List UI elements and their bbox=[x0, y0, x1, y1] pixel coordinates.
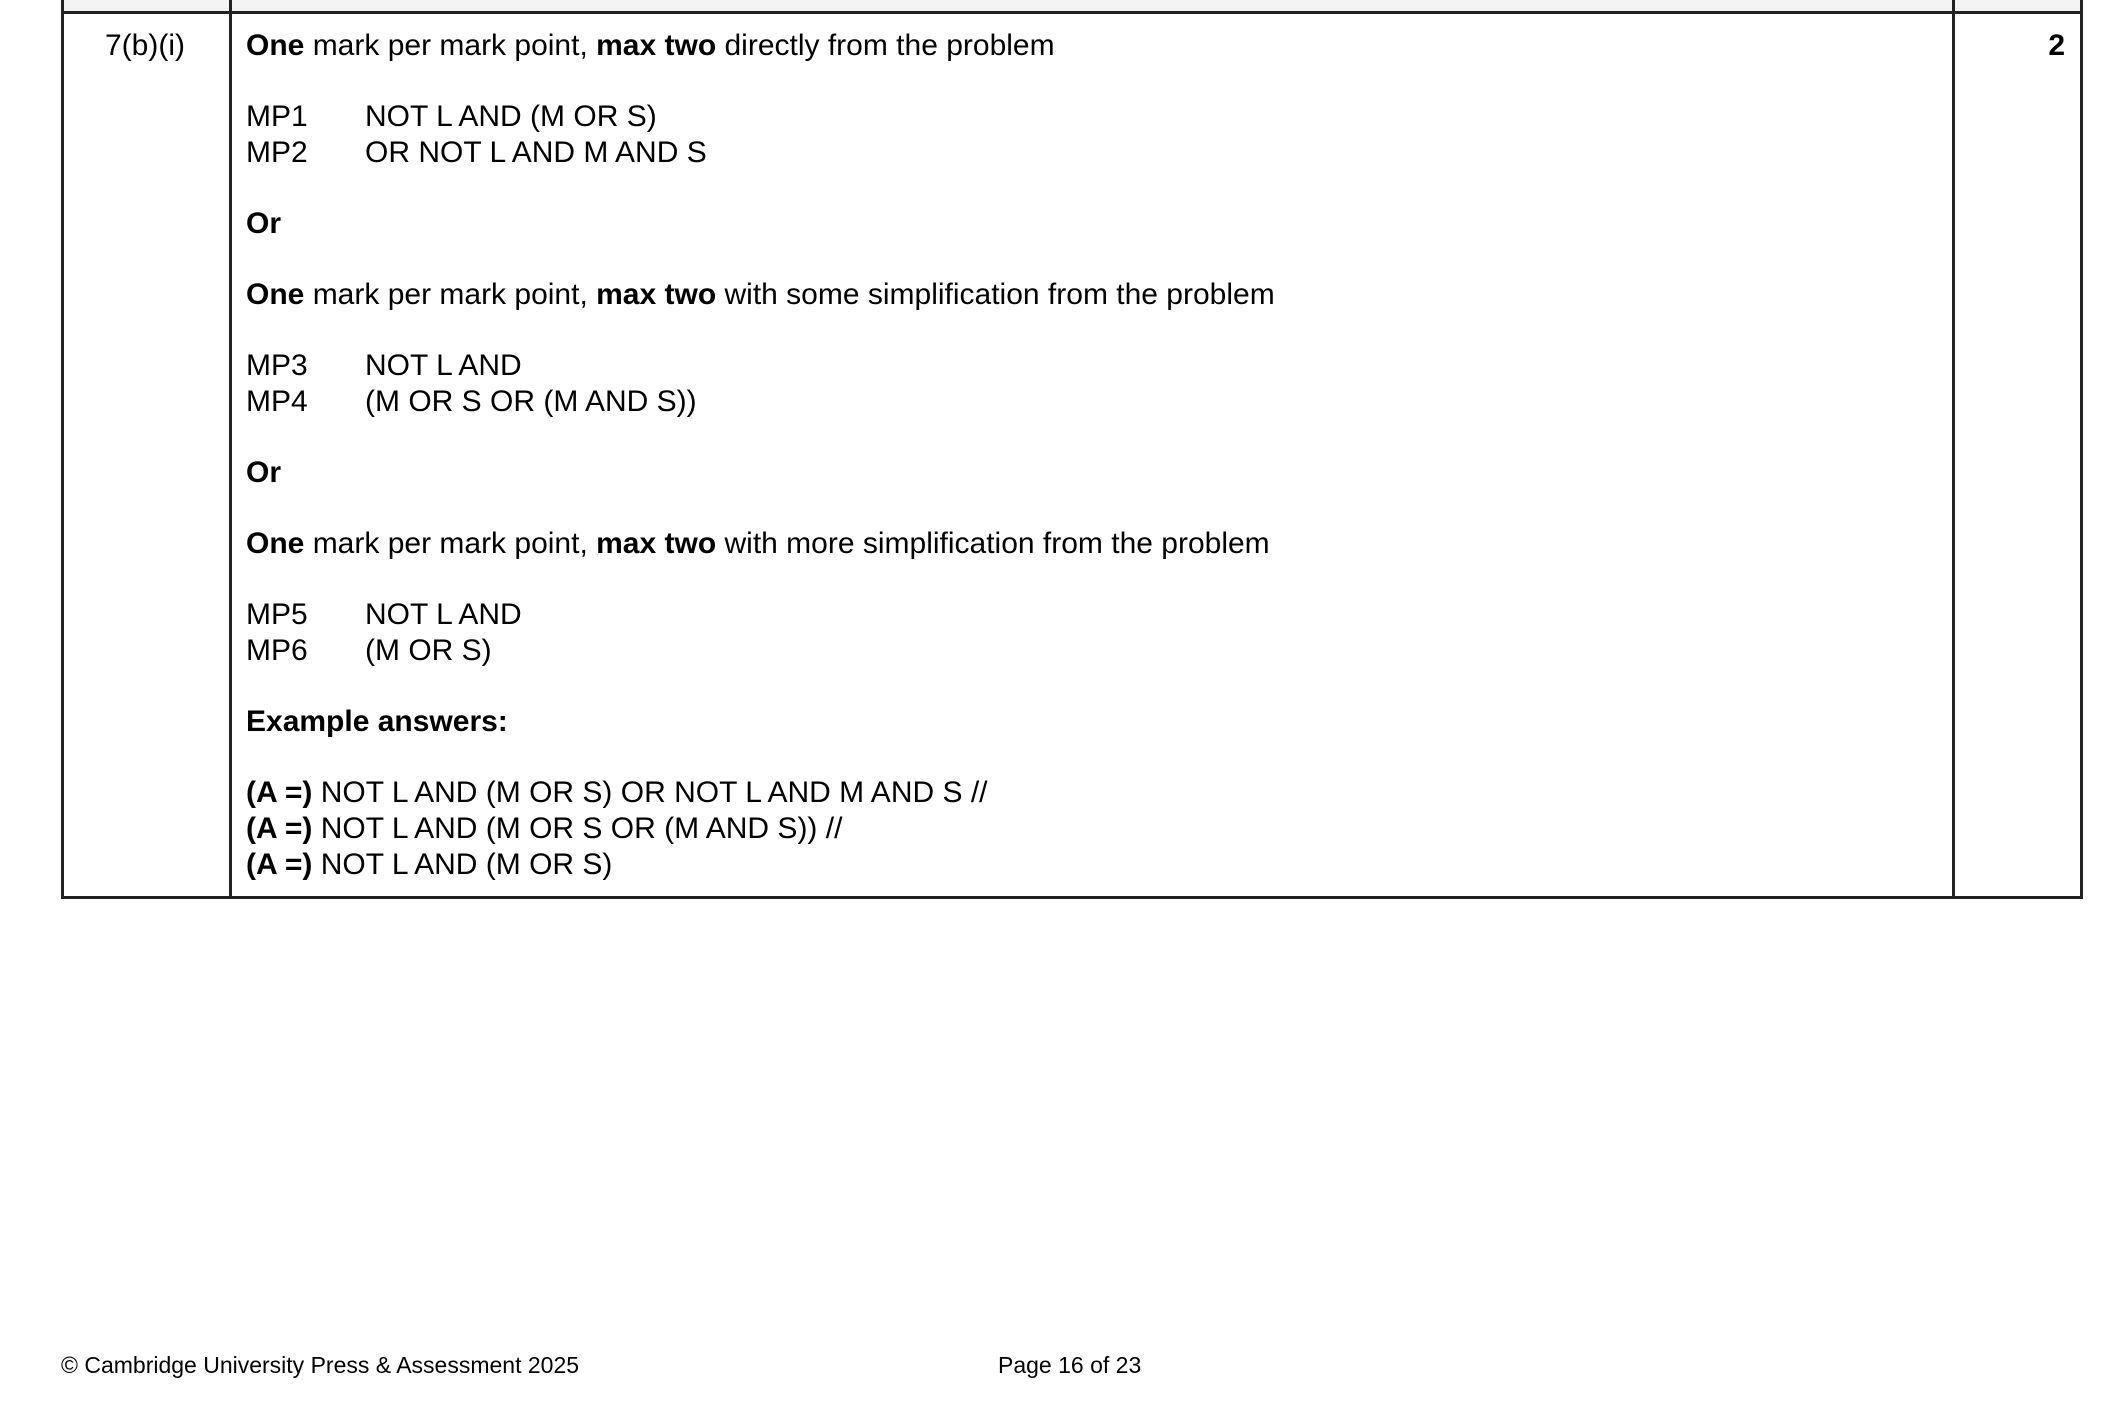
mark-point: MP2 OR NOT L AND M AND S bbox=[246, 136, 707, 169]
mark-instruction: One mark per mark point, max two with some simplification from the problem bbox=[246, 278, 1275, 311]
footer-copyright: © Cambridge University Press & Assessment 2025 bbox=[61, 1352, 580, 1378]
example-answer: (A =) NOT L AND (M OR S) OR NOT L AND M AND S // bbox=[246, 776, 988, 809]
mark-point: MP1 NOT L AND (M OR S) bbox=[246, 100, 657, 133]
mark-point: MP3 NOT L AND bbox=[246, 349, 522, 382]
example-answer: (A =) NOT L AND (M OR S OR (M AND S)) // bbox=[246, 812, 843, 845]
examples-heading: Example answers: bbox=[246, 705, 508, 738]
mark-instruction: One mark per mark point, max two with more simplification from the problem bbox=[246, 527, 1270, 560]
footer-page-number: Page 16 of 23 bbox=[998, 1352, 1142, 1378]
example-answer: (A =) NOT L AND (M OR S) bbox=[246, 848, 613, 881]
mark-point: MP4 (M OR S OR (M AND S)) bbox=[246, 385, 697, 418]
column-divider bbox=[229, 0, 232, 899]
mark-point: MP5 NOT L AND bbox=[246, 598, 522, 631]
or-separator: Or bbox=[246, 456, 282, 489]
or-separator: Or bbox=[246, 207, 282, 240]
question-marks: 2 bbox=[2048, 29, 2065, 62]
column-divider bbox=[1952, 0, 1955, 899]
question-number: 7(b)(i) bbox=[105, 29, 185, 62]
answer-cell bbox=[246, 28, 1936, 883]
mark-point: MP6 (M OR S) bbox=[246, 634, 492, 667]
mark-instruction: One mark per mark point, max two directly from the problem bbox=[246, 29, 1055, 62]
